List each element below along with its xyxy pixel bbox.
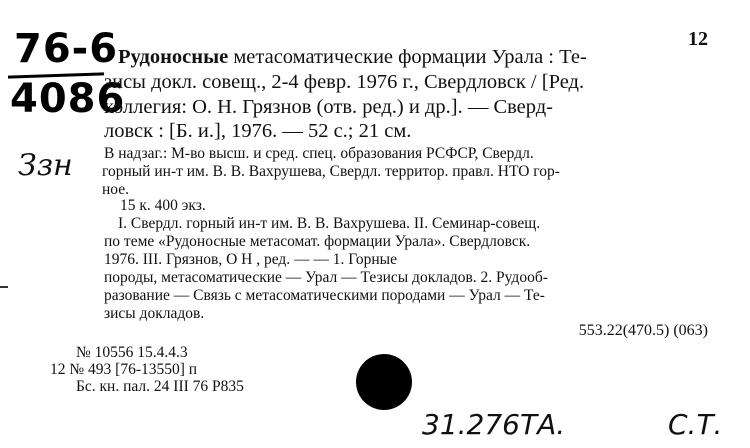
title-line-3: коллегия: О. Н. Грязнов (отв. ред.) и др.]. — Сверд-: [104, 96, 554, 118]
tracing-line-5: разование — Связь с метасоматическими породами — Урал — Те-: [104, 287, 545, 304]
tracing-line-6: зисы докладов.: [104, 305, 205, 322]
call-number-top: 76-6: [14, 26, 119, 72]
title-line-1: [118, 46, 587, 69]
title-bold-word: Рудоносные: [118, 46, 229, 68]
margin-tick: [0, 286, 8, 288]
tracing-line-3: 1976. III. Грязнов, О Н , ред. — — 1. Горные: [104, 251, 397, 268]
punch-hole-dot: [356, 354, 412, 410]
marginal-note: Ззн: [18, 148, 73, 183]
tracing-line-2: по теме «Рудоносные метасомат. формации Урала». Свердловск.: [104, 233, 531, 250]
note-line-2: горный ин-т им. В. В. Вахрушева, Свердл. территор. правл. НТО гор-: [102, 163, 560, 180]
tracing-line-1: I. Свердл. горный ин-т им. В. В. Вахрушева. II. Семинар-совещ.: [118, 215, 541, 232]
handwritten-accession: 31.276ТА.: [422, 408, 566, 441]
udc-number: 553.22(470.5) (063): [578, 322, 708, 339]
call-number-bottom: 4086: [10, 76, 126, 122]
handwritten-initials: С.Т.: [668, 408, 723, 441]
note-line-3: ное.: [102, 181, 129, 198]
note-line-1: В надзаг.: М-во высш. и сред. спец. образования РСФСР, Свердл.: [104, 145, 534, 162]
price-line: 15 к. 400 экз.: [120, 197, 206, 214]
registration-line-3: Бс. кн. пал. 24 III 76 Р835: [76, 378, 244, 395]
registration-line-1: № 10556 15.4.4.3: [76, 344, 188, 361]
registration-line-2: 12 № 493 [76-13550] п: [50, 361, 198, 378]
title-line-2: зисы докл. совещ., 2-4 февр. 1976 г., Свердловск / [Ред.: [104, 71, 585, 93]
title-line-4: ловск : [Б. и.], 1976. — 52 с.; 21 см.: [104, 120, 412, 142]
card-number: 12: [688, 28, 708, 50]
title-rest: метасоматические формации Урала : Те-: [228, 46, 587, 68]
tracing-line-4: породы, метасоматические — Урал — Тезисы докладов. 2. Рудооб-: [104, 269, 548, 286]
